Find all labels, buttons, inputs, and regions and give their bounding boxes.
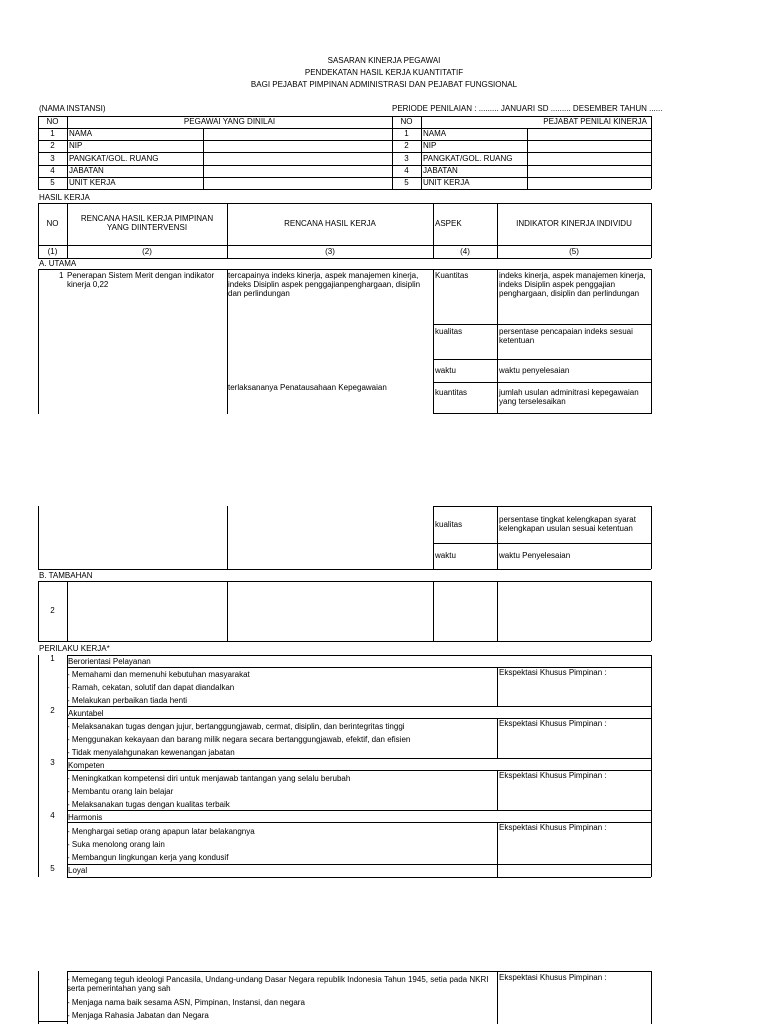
doc-title-line3: BAGI PEJABAT PIMPINAN ADMINISTRASI DAN PEJABAT FUNGSIONAL: [250, 80, 518, 89]
indikator-cell: waktu penyelesaian: [499, 366, 570, 375]
penilai-row-no: 2: [404, 141, 409, 150]
indikator-cell: indeks kinerja, aspek manajemen kinerja, indeks Disiplin aspek penggajian penghargaan, disiplin dan perlindungan: [499, 271, 646, 298]
indikator-cell: jumlah usulan adminitrasi kepegawaian yang terselesaikan: [499, 388, 639, 406]
hk-header-rencana: RENCANA HASIL KERJA: [284, 219, 376, 228]
perilaku-label: PERILAKU KERJA*: [39, 644, 110, 653]
tambahan-label: B. TAMBAHAN: [39, 571, 93, 580]
perilaku-point: - Menjaga nama baik sesama ASN, Pimpinan, Instansi, dan negara: [67, 998, 305, 1007]
utama-label: A. UTAMA: [39, 259, 77, 268]
pegawai-row-no: 1: [50, 129, 55, 138]
perilaku-point: - Membangun lingkungan kerja yang kondusif: [67, 853, 229, 862]
hk-col-number: (1): [47, 247, 58, 256]
pegawai-row-label: JABATAN: [69, 166, 104, 175]
perilaku-no: 5: [50, 864, 55, 873]
perilaku-point: - Tidak menyalahgunakan kewenangan jabatan: [67, 748, 235, 757]
hk-header-indikator: INDIKATOR KINERJA INDIVIDU: [516, 219, 632, 228]
pegawai-row-no: 4: [50, 166, 55, 175]
periode-label: PERIODE PENILAIAN : ......... JANUARI SD ......... DESEMBER TAHUN ......: [392, 104, 663, 113]
perilaku-name: Kompeten: [68, 761, 105, 770]
perilaku-point: - Membantu orang lain belajar: [67, 787, 174, 796]
pegawai-row-label: PANGKAT/GOL. RUANG: [69, 154, 159, 163]
penilai-row-no: 1: [404, 129, 409, 138]
perilaku-name: Akuntabel: [68, 709, 104, 718]
indikator-cell: waktu Penyelesaian: [499, 551, 571, 560]
perilaku-name: Harmonis: [68, 813, 103, 822]
hk-col-number: (2): [142, 247, 152, 256]
tambahan-no: 2: [50, 606, 55, 615]
pegawai-row-no: 2: [50, 141, 55, 150]
ekspektasi-label: Ekspektasi Khusus Pimpinan :: [499, 668, 607, 677]
penilai-row-label: NAMA: [423, 129, 447, 138]
utama-rencana-2: terlaksananya Penatausahaan Kepegawaian: [228, 383, 387, 392]
perilaku-point: - Melaksanakan tugas dengan jujur, bertanggungjawab, cermat, disiplin, dan berintegritas tinggi: [67, 722, 405, 731]
perilaku-point: - Menggunakan kekayaan dan barang milik negara secara bertanggungjawab, efektif, dan efisien: [67, 735, 411, 744]
penilai-row-no: 3: [404, 154, 409, 163]
indikator-cell: persentase pencapaian indeks sesuai ketentuan: [499, 327, 633, 345]
perilaku-no: 4: [50, 811, 55, 820]
pegawai-row-label: UNIT KERJA: [69, 178, 116, 187]
pegawai-row-no: 3: [50, 154, 55, 163]
aspek-cell: waktu: [435, 366, 456, 375]
pegawai-row-label: NIP: [69, 141, 83, 150]
ekspektasi-label: Ekspektasi Khusus Pimpinan :: [499, 719, 607, 728]
penilai-row-no: 5: [404, 178, 409, 187]
perilaku-no: 1: [50, 654, 55, 663]
instansi-label: (NAMA INSTANSI): [39, 104, 106, 113]
perilaku-point: - Meningkatkan kompetensi diri untuk menjawab tantangan yang selalu berubah: [67, 774, 351, 783]
hasil-kerja-label: HASIL KERJA: [39, 193, 90, 202]
doc-title-line1: SASARAN KINERJA PEGAWAI: [327, 56, 441, 65]
ekspektasi-label: Ekspektasi Khusus Pimpinan :: [499, 771, 607, 780]
perilaku-name: Berorientasi Pelayanan: [68, 657, 151, 666]
utama-rencana-1: tercapainya indeks kinerja, aspek manajemen kinerja, indeks Disiplin aspek penggajianpenghargaan, disiplin dan perlindungan: [228, 271, 421, 298]
pegawai-row-no: 5: [50, 178, 55, 187]
penilai-row-label: UNIT KERJA: [423, 178, 470, 187]
hk-col-number: (3): [325, 247, 335, 256]
perilaku-point: - Ramah, cekatan, solutif dan dapat diandalkan: [67, 683, 235, 692]
perilaku-point: - Memegang teguh ideologi Pancasila, Undang-undang Dasar Negara republik Indonesia Tahun 1945, setia pada NKRI serta pemerintahan yang sah: [67, 975, 489, 993]
perilaku-point: - Melakukan perbaikan tiada henti: [67, 696, 188, 705]
aspek-cell: kualitas: [435, 327, 463, 336]
hk-header-no: NO: [46, 219, 59, 228]
perilaku-no: 2: [50, 706, 55, 715]
penilai-row-no: 4: [404, 166, 409, 175]
penilai-header: PEJABAT PENILAI KINERJA: [543, 117, 647, 126]
perilaku-point: - Memahami dan memenuhi kebutuhan masyarakat: [67, 670, 250, 679]
perilaku-point: - Melaksanakan tugas dengan kualitas terbaik: [67, 800, 230, 809]
aspek-cell: kuantitas: [435, 388, 468, 397]
aspek-cell: kualitas: [435, 520, 463, 529]
perilaku-point: - Menghargai setiap orang apapun latar belakangnya: [67, 827, 255, 836]
ekspektasi-label: Ekspektasi Khusus Pimpinan :: [499, 823, 607, 832]
perilaku-point: - Suka menolong orang lain: [67, 840, 165, 849]
hk-header-rencana-pimpinan: RENCANA HASIL KERJA PIMPINAN YANG DIINTERVENSI: [80, 214, 214, 232]
penilai-row-label: PANGKAT/GOL. RUANG: [423, 154, 513, 163]
hk-col-number: (5): [569, 247, 579, 256]
aspek-cell: waktu: [435, 551, 456, 560]
perilaku-name: Loyal: [68, 866, 88, 875]
hk-header-aspek: ASPEK: [435, 219, 462, 228]
indikator-cell: persentase tingkat kelengkapan syarat kelengkapan usulan sesuai ketentuan: [499, 515, 636, 533]
ekspektasi-label: Ekspektasi Khusus Pimpinan :: [499, 973, 607, 982]
pegawai-header: PEGAWAI YANG DINILAI: [183, 117, 276, 126]
penilai-no-header: NO: [400, 117, 413, 126]
utama-no: 1: [59, 271, 64, 280]
doc-title-line2: PENDEKATAN HASIL KERJA KUANTITATIF: [304, 68, 464, 77]
pegawai-row-label: NAMA: [69, 129, 93, 138]
hk-col-number: (4): [460, 247, 470, 256]
penilai-row-label: JABATAN: [423, 166, 458, 175]
utama-pimpinan: Penerapan Sistem Merit dengan indikator kinerja 0,22: [67, 271, 215, 289]
pegawai-no-header: NO: [46, 117, 59, 126]
perilaku-no: 3: [50, 758, 55, 767]
perilaku-point: - Menjaga Rahasia Jabatan dan Negara: [67, 1011, 209, 1020]
penilai-row-label: NIP: [423, 141, 437, 150]
aspek-cell: Kuantitas: [435, 271, 469, 280]
